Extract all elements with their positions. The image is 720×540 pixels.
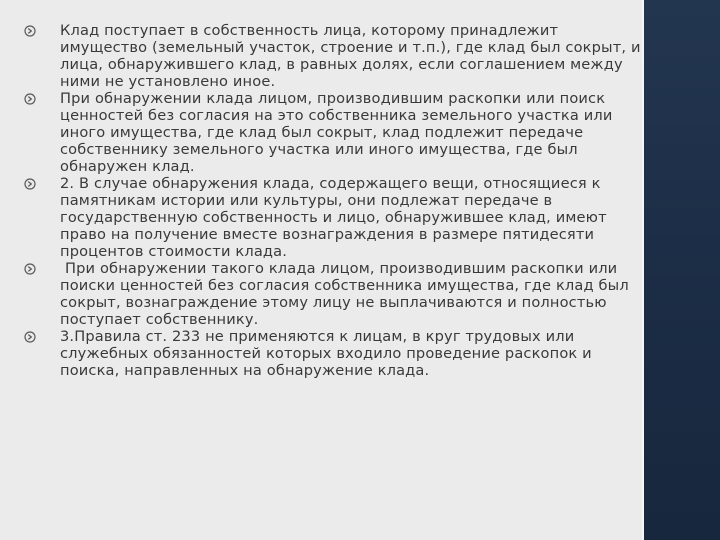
- bullet-item: [20, 175, 642, 260]
- bullet-text: При обнаружении клада лицом, производившим раскопки или поиск ценностей без согласия на это собственника земельного участка или иного имущества, где клад был сокрыт, клад подлежит передаче собственнику земельного участка или иного имущества, где был обнаружен клад.: [60, 90, 613, 175]
- bullet-text: При обнаружении такого клада лицом, производившим раскопки или поиски ценностей без согласия собственника имущества, где клад был сокрыт, вознаграждение этому лицу не выплачиваются и полностью поступает собственнику.: [60, 260, 629, 328]
- bullet-item: [20, 22, 642, 90]
- bullet-text: Клад поступает в собственность лица, которому принадлежит имущество (земельный участок, строение и т.п.), где клад был сокрыт, и лица, обнаружившего клад, в равных долях, если соглашением между ними не установлено иное.: [60, 22, 641, 90]
- bullet-item: [20, 260, 642, 328]
- circle-arrow-icon: [24, 331, 36, 343]
- bullet-text: 2. В случае обнаружения клада, содержащего вещи, относящиеся к памятникам истории или культуры, они подлежат передаче в государственную собственность и лицо, обнаружившее клад, имеют право на получение вместе вознаграждения в размере пятидесяти процентов стоимости клада.: [60, 175, 607, 260]
- circle-arrow-icon: [24, 93, 36, 105]
- bullet-list: [20, 22, 642, 379]
- bullet-item: [20, 90, 642, 175]
- circle-arrow-icon: [24, 178, 36, 190]
- bullet-text: 3.Правила ст. 233 не применяются к лицам, в круг трудовых или служебных обязанностей которых входило проведение раскопок и поиска, направленных на обнаружение клада.: [60, 328, 592, 379]
- side-panel: [644, 0, 720, 540]
- bullet-item: [20, 328, 642, 379]
- circle-arrow-icon: [24, 25, 36, 37]
- circle-arrow-icon: [24, 263, 36, 275]
